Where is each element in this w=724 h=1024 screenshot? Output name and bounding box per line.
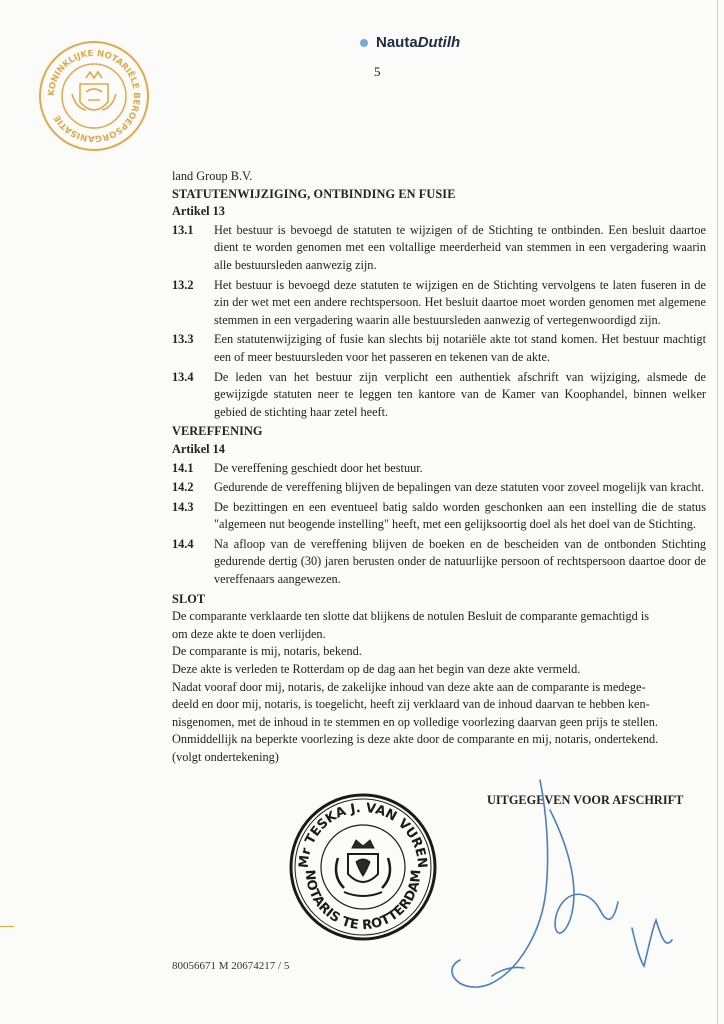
- clause-13-3: [172, 331, 706, 366]
- svg-text:NOTARIS TE ROTTERDAM: NOTARIS TE ROTTERDAM: [301, 869, 425, 934]
- closing-line: De comparante is mij, notaris, bekend.: [172, 644, 362, 659]
- clause-number: 14.4: [172, 536, 194, 551]
- closing-line: om deze akte te doen verlijden.: [172, 626, 326, 641]
- closing-line: nisgenomen, met de inhoud in te stemmen en op volledige voorlezing daarvan geen prijs te stellen.: [172, 714, 658, 729]
- document-reference: 80056671 M 20674217 / 5: [172, 960, 290, 972]
- closing-line: Onmiddellijk na beperkte voorlezing is deze akte door de comparante en mij, notaris, ondertekend.: [172, 732, 659, 747]
- certified-copy-label: UITGEGEVEN VOOR AFSCHRIFT: [487, 793, 684, 807]
- clause-text: Na afloop van de vereffening blijven de boeken en de bescheiden van de ontbonden Stichting gedurende dertig (30) jaren berusten onder de natuurlijke persoon of rechtspersoon daartoe door de vereffenaars aangewezen.: [214, 536, 706, 587]
- clause-text: Gedurende de vereffening blijven de bepalingen van deze statuten voor zoveel mogelijk van kracht.: [214, 480, 705, 495]
- clause-13-1: [172, 222, 706, 275]
- closing-line: deeld en door mij, notaris, is toegelicht, heeft zij verklaard van de inhoud daarvan te hebben ken-: [172, 697, 650, 712]
- clause-number: 14.2: [172, 480, 194, 495]
- clause-number: 13.2: [172, 277, 194, 292]
- company-logo: NautaDutilh: [360, 34, 460, 51]
- logo-dot-icon: [360, 39, 368, 47]
- deed-body: [172, 168, 706, 767]
- handwritten-signature: [400, 770, 700, 1000]
- clause-number: 14.1: [172, 460, 194, 475]
- clause-14-3: [172, 499, 706, 534]
- clause-13-4: [172, 369, 706, 422]
- section-heading-closing: SLOT: [172, 591, 206, 606]
- clause-14-2: [172, 479, 706, 497]
- svg-text:KONINKLIJKE NOTARIËLE BEROEPSO: KONINKLIJKE NOTARIËLE BEROEPSORGANISATIE: [46, 48, 142, 144]
- page-number: 5: [374, 64, 381, 79]
- page-edge-rule: [717, 0, 718, 1024]
- clause-14-1: [172, 460, 706, 478]
- closing-line: De comparante verklaarde ten slotte dat blijkens de notulen Besluit de comparante gemachtigd is: [172, 609, 650, 624]
- section-heading-amendment: STATUTENWIJZIGING, ONTBINDING EN FUSIE: [172, 186, 456, 201]
- clause-text: Het bestuur is bevoegd deze statuten te wijzigen en de Stichting vervolgens te laten fuseren in de zin der wet met een andere rechtspersoon. Het besluit daartoe moet worden genomen met algemene stemmen in een vergadering waarin alle bestuursleden aanwezig of vertegenwoordigd zijn.: [214, 277, 706, 327]
- article-13-heading: Artikel 13: [172, 204, 225, 219]
- clause-14-4: [172, 536, 706, 589]
- article-14-heading: Artikel 14: [172, 441, 225, 456]
- intro-line: land Group B.V.: [172, 169, 253, 183]
- clause-number: 13.1: [172, 222, 194, 237]
- clause-text: De bezittingen en een eventueel batig saldo worden geschonken aan een instelling die de status "algemeen nut beogende instelling" heeft, met een gelijksoortig doel als het doel van de Stichting.: [214, 499, 706, 532]
- clause-text: Het bestuur is bevoegd de statuten te wijzigen of de Stichting te ontbinden. Een besluit daartoe dient te worden genomen met een voltallige meerderheid van stemmen in een vergadering waarin alle bestuursleden aanwezig zijn.: [214, 222, 706, 272]
- closing-line: Deze akte is verleden te Rotterdam op de dag aan het begin van deze akte vermeld.: [172, 662, 581, 677]
- clause-text: De vereffening geschiedt door het bestuur.: [214, 460, 423, 475]
- professional-organisation-seal: [36, 38, 152, 154]
- closing-line: Nadat vooraf door mij, notaris, de zakelijke inhoud van deze akte aan de comparante is medege-: [172, 679, 646, 694]
- clause-13-2: [172, 277, 706, 330]
- clause-number: 14.3: [172, 499, 194, 514]
- svg-text:Mr TESKA J. VAN VUREN: Mr TESKA J. VAN VUREN: [296, 800, 430, 869]
- section-heading-liquidation: VEREFFENING: [172, 424, 263, 439]
- clause-number: 13.3: [172, 332, 194, 347]
- margin-mark: [0, 926, 14, 927]
- clause-text: Een statutenwijziging of fusie kan slechts bij notariële akte tot stand komen. Het bestuur machtigt een of meer bestuursleden voor het passeren en tekenen van de akte.: [214, 332, 706, 364]
- clause-number: 13.4: [172, 369, 194, 384]
- closing-line: (volgt ondertekening): [172, 750, 279, 764]
- clause-text: De leden van het bestuur zijn verplicht een authentiek afschrift van wijziging, alsmede de gewijzigde statuten neer te leggen ten kantore van de Kamer van Koophandel, binnen welker gebied de stichting haar zetel heeft.: [214, 369, 706, 419]
